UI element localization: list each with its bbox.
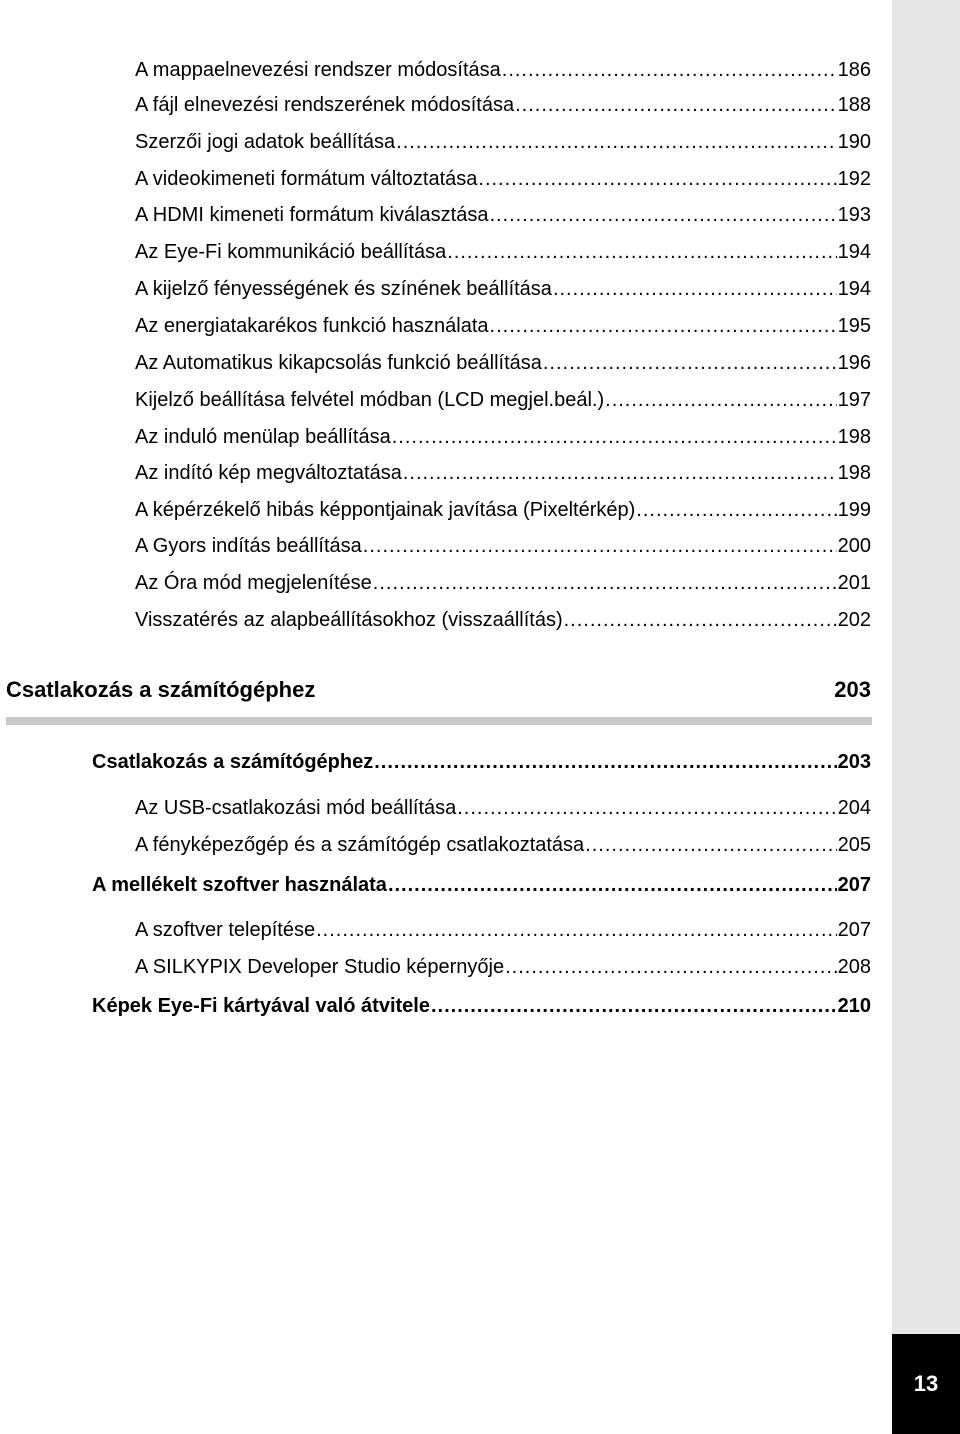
leader-dots <box>490 312 837 340</box>
leader-dots <box>553 275 837 303</box>
page-number: 13 <box>892 1334 960 1434</box>
toc-entry-page: 194 <box>837 241 871 263</box>
leader-dots <box>316 916 837 944</box>
leader-dots <box>392 423 837 451</box>
leader-dots <box>403 459 837 487</box>
chapter-divider <box>6 717 872 725</box>
toc-entry-title: Szerzői jogi adatok beállítása <box>135 131 396 153</box>
toc-entry[interactable] <box>135 423 871 451</box>
toc-entry-title: Visszatérés az alapbeállításokhoz (visszaállítás) <box>135 609 563 631</box>
toc-entry-page: 207 <box>837 919 871 941</box>
chapter-heading[interactable] <box>6 675 871 705</box>
toc-entry-title: A Gyors indítás beállítása <box>135 535 362 557</box>
toc-entry[interactable] <box>135 831 871 859</box>
toc-entry[interactable] <box>135 953 871 981</box>
toc-entry-title: Az energiatakarékos funkció használata <box>135 315 489 337</box>
toc-entry[interactable] <box>135 165 871 193</box>
toc-entry-page: 210 <box>837 995 871 1017</box>
toc-entry-page: 204 <box>837 797 871 819</box>
toc-entry-page: 207 <box>837 874 871 896</box>
leader-dots <box>431 992 837 1020</box>
leader-dots <box>374 748 836 776</box>
toc-entry-page: 201 <box>837 572 871 594</box>
toc-entry-page: 193 <box>837 204 871 226</box>
toc-entry-title: Az Eye-Fi kommunikáció beállítása <box>135 241 447 263</box>
toc-entry[interactable] <box>135 56 871 84</box>
toc-entry-title: Az indító kép megváltoztatása <box>135 462 402 484</box>
toc-entry[interactable] <box>135 569 871 597</box>
toc-entry-page: 208 <box>837 956 871 978</box>
toc-entry-title: A fényképezőgép és a számítógép csatlakoztatása <box>135 834 585 856</box>
leader-dots <box>447 238 836 266</box>
toc-entry-title: Az Óra mód megjelenítése <box>135 572 372 594</box>
toc-entry-title: A mappaelnevezési rendszer módosítása <box>135 59 501 81</box>
leader-dots <box>515 91 837 119</box>
leader-dots <box>585 831 836 859</box>
toc-entry-title: Képek Eye-Fi kártyával való átvitele <box>92 995 430 1017</box>
toc-entry-page: 199 <box>837 499 871 521</box>
toc-entry-page: 190 <box>837 131 871 153</box>
toc-entry-title: Az Automatikus kikapcsolás funkció beállítása <box>135 352 542 374</box>
leader-dots <box>388 871 837 899</box>
toc-entry[interactable] <box>135 606 871 634</box>
toc-entry-page: 196 <box>837 352 871 374</box>
leader-dots <box>363 532 837 560</box>
toc-entry[interactable] <box>135 459 871 487</box>
toc-entry[interactable] <box>135 496 871 524</box>
leader-dots <box>505 953 837 981</box>
leader-dots <box>636 496 836 524</box>
toc-entry-title: A HDMI kimeneti formátum kiválasztása <box>135 204 489 226</box>
toc-entry-title: A képérzékelő hibás képpontjainak javítása (Pixeltérkép) <box>135 499 636 521</box>
toc-entry-page: 192 <box>837 168 871 190</box>
toc-entry-title: Kijelző beállítása felvétel módban (LCD megjel.beál.) <box>135 389 605 411</box>
toc-entry[interactable] <box>135 386 871 414</box>
toc-entry-page: 194 <box>837 278 871 300</box>
toc-entry[interactable] <box>135 128 871 156</box>
toc-section-entry[interactable] <box>92 748 871 776</box>
toc-entry[interactable] <box>135 532 871 560</box>
leader-dots <box>373 569 837 597</box>
chapter-title: Csatlakozás a számítógéphez <box>6 677 316 702</box>
toc-entry-page: 205 <box>837 834 871 856</box>
toc-entry-page: 188 <box>837 94 871 116</box>
toc-entry[interactable] <box>135 238 871 266</box>
toc-entry[interactable] <box>135 349 871 377</box>
leader-dots <box>564 606 837 634</box>
toc-entry-page: 197 <box>837 389 871 411</box>
toc-entry-title: A videokimeneti formátum változtatása <box>135 168 478 190</box>
leader-dots <box>605 386 836 414</box>
side-tab <box>892 0 960 1434</box>
toc-section-entry[interactable] <box>92 871 871 899</box>
toc-entry[interactable] <box>135 312 871 340</box>
toc-entry-title: A mellékelt szoftver használata <box>92 874 387 896</box>
toc-entry-page: 186 <box>837 59 871 81</box>
toc-entry-page: 202 <box>837 609 871 631</box>
toc-entry-page: 200 <box>837 535 871 557</box>
leader-dots <box>396 128 836 156</box>
leader-dots <box>478 165 836 193</box>
toc-entry-title: Az USB-csatlakozási mód beállítása <box>135 797 457 819</box>
chapter-page: 203 <box>834 677 871 702</box>
leader-dots <box>543 349 837 377</box>
toc-entry[interactable] <box>135 916 871 944</box>
toc-entry[interactable] <box>135 794 871 822</box>
leader-dots <box>502 56 837 84</box>
leader-dots <box>489 201 836 229</box>
toc-entry-title: A fájl elnevezési rendszerének módosítása <box>135 94 515 116</box>
toc-entry-page: 198 <box>837 426 871 448</box>
toc-entry-title: A kijelző fényességének és színének beállítása <box>135 278 552 300</box>
toc-entry[interactable] <box>135 275 871 303</box>
toc-entry-title: Csatlakozás a számítógéphez <box>92 751 374 773</box>
toc-entry-page: 195 <box>837 315 871 337</box>
toc-entry-title: A SILKYPIX Developer Studio képernyője <box>135 956 505 978</box>
toc-entry-title: Az induló menülap beállítása <box>135 426 391 448</box>
leader-dots <box>457 794 836 822</box>
toc-entry[interactable] <box>135 91 871 119</box>
toc-entry-title: A szoftver telepítése <box>135 919 316 941</box>
toc-entry-page: 198 <box>837 462 871 484</box>
toc-section-entry[interactable] <box>92 992 871 1020</box>
toc-entry-page: 203 <box>837 751 871 773</box>
toc-entry[interactable] <box>135 201 871 229</box>
